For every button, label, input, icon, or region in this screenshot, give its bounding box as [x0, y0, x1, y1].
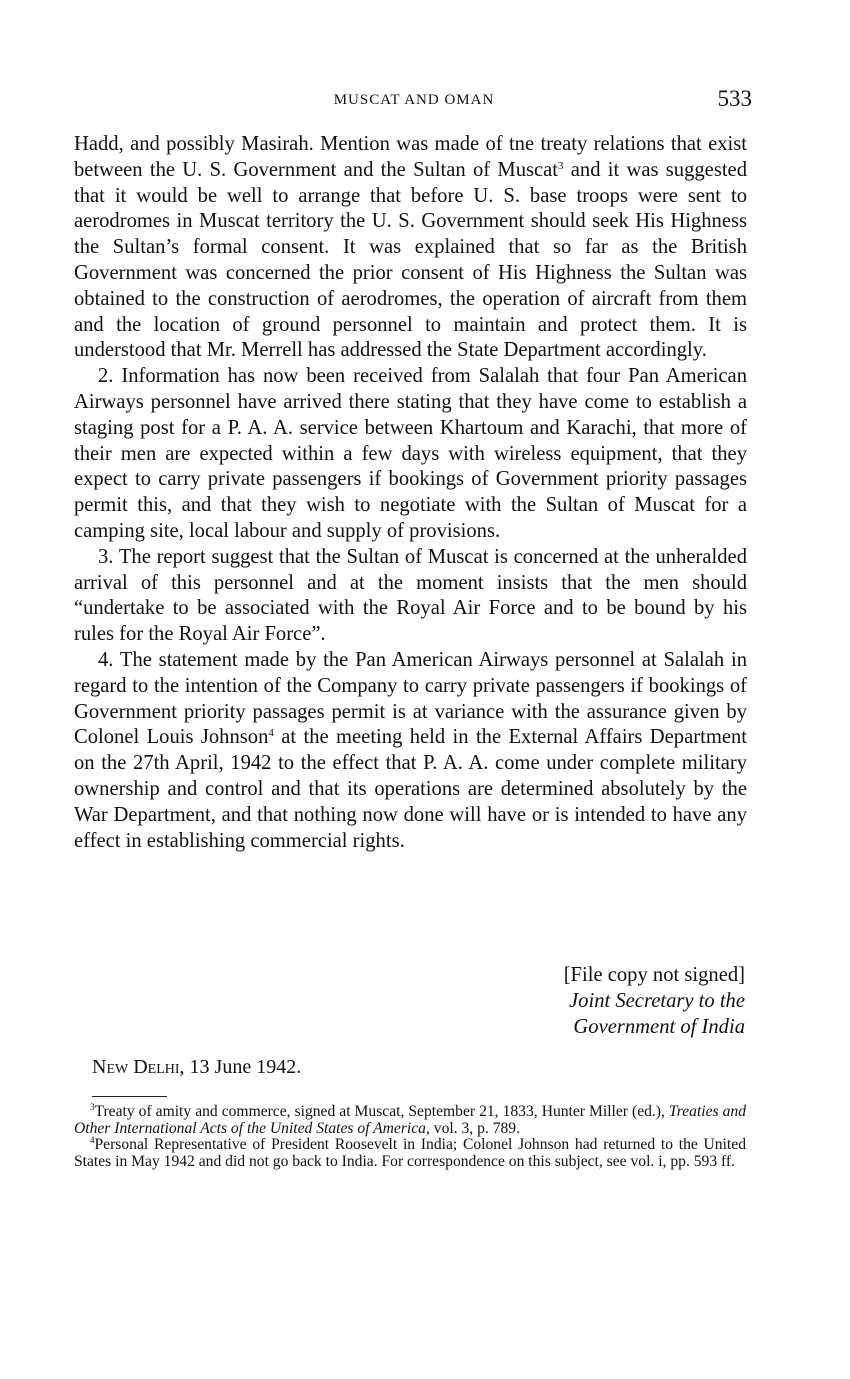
paragraph-1-text-b: and it was suggested that it would be well to arrange that before U. S. base troops were sent to aerodromes in Muscat territory the U. S. Government should seek His Highness the Sultan’s formal consent. It was explained that so far as the British Government was concerned the prior consent of His Highness the Sultan was obtained to the construction of aerodromes, the operation of aircraft from them and the location of ground personnel to maintain and protect them. It is understood that Mr. Merrell has addressed the State Department accordingly.: [74, 158, 747, 362]
paragraph-4: [74, 648, 747, 854]
signature-block: [74, 962, 745, 1040]
footnote-ref-4[interactable]: 4: [268, 727, 274, 740]
dateline: [92, 1056, 301, 1079]
footnote-3-text-b: , vol. 3, p. 789.: [425, 1119, 520, 1137]
footnotes: [74, 1104, 746, 1170]
paragraph-3: 3. The report suggest that the Sultan of Muscat is concerned at the unheralded arrival of this personnel and at the moment insists that the men should “undertake to be associated with the Royal Air Force and to be bound by his rules for the Royal Air Force”.: [74, 545, 747, 646]
footnote-3-text-a: Treaty of amity and commerce, signed at Muscat, September 21, 1833, Hunter Miller (ed.),: [94, 1103, 669, 1120]
signature-title-line-2: Government of India: [573, 1016, 745, 1038]
paragraph-1: [74, 132, 747, 364]
footnote-4-text: Personal Representative of President Roosevelt in India; Colonel Johnson had returned to the United States in May 1942 and did not go back to India. For correspondence on this subject, see vol. i, pp. 593 ff.: [74, 1136, 746, 1170]
body-text: [74, 132, 747, 854]
page-header: [74, 86, 754, 116]
paragraph-2: 2. Information has now been received from Salalah that four Pan American Airways personnel have arrived there stating that they have come to establish a staging post for a P. A. A. service between Khartoum and Karachi, that more of their men are expected within a few days with wireless equipment, that they expect to carry private passengers if bookings of Government priority passages permit this, and that they wish to negotiate with the Sultan of Muscat for a camping site, local labour and supply of provisions.: [74, 365, 747, 542]
footnote-3: [74, 1104, 746, 1137]
dateline-date: , 13 June 1942.: [179, 1056, 302, 1078]
running-head: MUSCAT AND OMAN: [333, 92, 495, 108]
paragraph-4-text-b: at the meeting held in the External Affairs Department on the 27th April, 1942 to the effect that P. A. A. come under complete military ownership and control and that its operations are determined absolutely by the War Department, and that nothing now done will have or is intended to have any effect in establishing commercial rights.: [74, 726, 747, 852]
page-number: 533: [717, 86, 752, 111]
footnote-3-marker: 3: [90, 1102, 95, 1112]
footnote-3-title: Treaties and Other International Acts of the United States of America: [74, 1103, 747, 1137]
footnote-divider: [92, 1096, 167, 1097]
signature-title-line-1: Joint Secretary to the: [569, 990, 745, 1012]
footnote-4: [74, 1137, 746, 1170]
dateline-place: New Delhi: [92, 1056, 180, 1078]
paragraph-4-text-a: 4. The statement made by the Pan American Airways personnel at Salalah in regard to the intention of the Company to carry private passengers if bookings of Government priority passages permit is at variance with the assurance given by Colonel Louis Johnson: [74, 648, 747, 749]
signature-note: [File copy not signed]: [563, 964, 745, 986]
paragraph-1-text-a: Hadd, and possibly Masirah. Mention was made of tne treaty relations that exist between the U. S. Government and the Sultan of Muscat: [74, 133, 747, 181]
footnote-4-marker: 4: [90, 1135, 95, 1146]
footnote-ref-3[interactable]: 3: [558, 159, 564, 172]
